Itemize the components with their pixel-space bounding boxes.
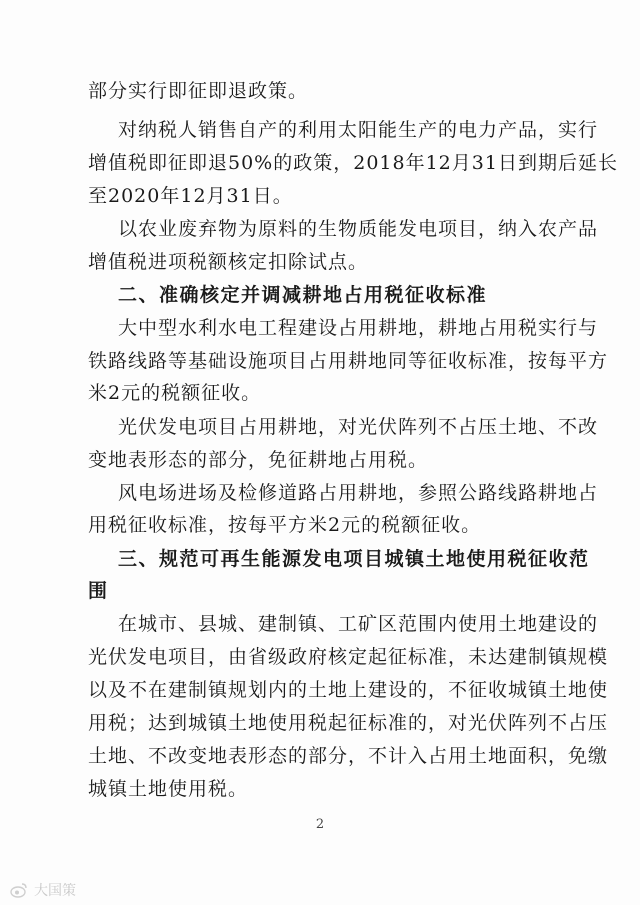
text-line: 光伏发电项目，由省级政府核定起征标准，未达建制镇规模 — [88, 646, 609, 668]
text-line: 增值税进项税额核定扣除试点。 — [88, 251, 369, 273]
text-line: 至2020年12月31日。 — [88, 185, 293, 207]
text-line: 铁路线路等基础设施项目占用耕地同等征收标准，按每平方 — [88, 350, 609, 372]
text-line: 以农业废弃物为原料的生物质能发电项目，纳入农产品 — [118, 218, 599, 240]
weibo-logo-icon — [10, 882, 28, 898]
section-heading-continuation: 围 — [88, 580, 109, 602]
text-line: 用税；达到城镇土地使用税起征标准的，对光伏阵列不占压 — [88, 712, 609, 734]
page-number: 2 — [315, 817, 325, 832]
text-line: 用税征收标准，按每平方米2元的税额征收。 — [88, 514, 482, 536]
text-line: 大中型水利水电工程建设占用耕地，耕地占用税实行与 — [118, 317, 599, 339]
section-heading: 二、准确核定并调减耕地占用税征收标准 — [118, 284, 488, 306]
text-line: 以及不在建制镇规划内的土地上建设的，不征收城镇土地使 — [88, 679, 609, 701]
text-line: 米2元的税额征收。 — [88, 382, 262, 404]
text-line: 风电场进场及检修道路占用耕地，参照公路线路耕地占 — [118, 482, 599, 504]
text-line: 在城市、县城、建制镇、工矿区范围内使用土地建设的 — [118, 613, 599, 635]
text-line: 城镇土地使用税。 — [88, 778, 249, 800]
text-line: 光伏发电项目占用耕地，对光伏阵列不占压土地、不改 — [118, 416, 599, 438]
watermark — [10, 880, 76, 900]
text-line: 增值税即征即退50%的政策，2018年12月31日到期后延长 — [88, 152, 618, 174]
text-line: 对纳税人销售自产的利用太阳能生产的电力产品，实行 — [118, 119, 599, 141]
text-line: 土地、不改变地表形态的部分，不计入占用土地面积，免缴 — [88, 745, 609, 767]
section-heading: 三、规范可再生能源发电项目城镇土地使用税征收范 — [118, 548, 590, 570]
text-line: 变地表形态的部分，免征耕地占用税。 — [88, 449, 429, 471]
text-line: 部分实行即征即退政策。 — [88, 80, 309, 102]
watermark-text: 大国策 — [34, 883, 76, 899]
